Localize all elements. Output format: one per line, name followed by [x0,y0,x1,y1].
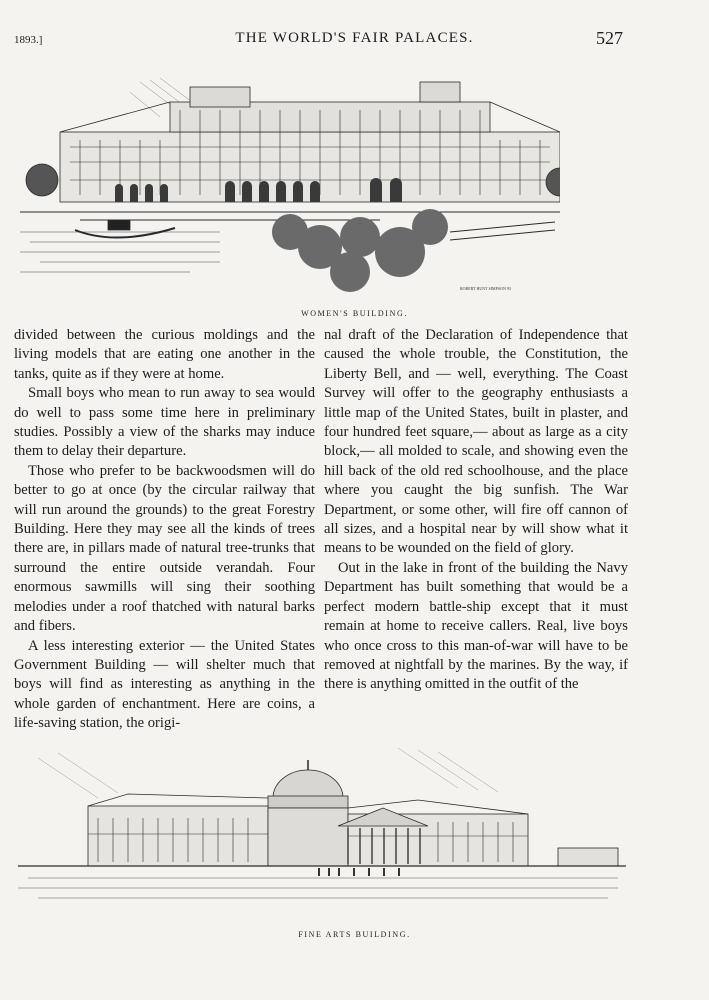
paragraph: Those who prefer to be backwoodsmen will do better to go at once (by the circular railway that will run around the grounds) to the great Forestry Building. Here they may see all the kinds of trees there are, in pillars made of natural tree-trunks that surround the entire outside verandah. Four enormous sawmills will sing their soothing melodies under a roof thatched with natural barks and fibers. [14,462,315,635]
paragraph: Small boys who mean to run away to sea would do well to pass some time here in preliminary studies. Possibly a view of the sharks may induce them to delay their departure. [14,385,315,460]
page-number: 527 [596,28,623,48]
paragraph: A less interesting exterior — the United States Government Building — will shelter much that boys will find as interesting as anything in the whole garden of enchantment. Here are coins, a life-saving station, the origi- [14,637,315,732]
womens-building-caption: WOMEN'S BUILDING. [301,309,408,318]
womens-building-engraving [20,62,560,302]
fine-arts-building-illustration [18,738,626,918]
womens-building-illustration [20,62,560,302]
artist-signature: ROBERT HUNT SIMPSON 93 [460,286,511,291]
header-title: THE WORLD'S FAIR PALACES. [235,30,474,46]
text-column-left [14,326,315,734]
fine-arts-building-caption: FINE ARTS BUILDING. [298,930,411,939]
paragraph: divided between the curious moldings and the living models that are eating one another in the tanks, quite as if they were at home. [14,327,315,382]
paragraph: nal draft of the Declaration of Independence that caused the whole trouble, the Constitution, the Liberty Bell, and — well, everything. The Coast Survey will offer to the geography enthusiasts a little map of the United States, built in plaster, and four hundred feet square,— about as large as a city block,— all molded to scale, and showing even the hill back of the old red schoolhouse, and the place where you caught the big sunfish. The War Department, or some other, will fire off cannon of all sizes, and a hospital near by will show what it means to be wounded on the field of glory. [324,327,628,557]
header-date: 1893.] [14,34,43,46]
fine-arts-building-engraving [18,738,626,918]
running-header [0,30,709,52]
paragraph: Out in the lake in front of the building the Navy Department has built something that would be a perfect modern battle-ship except that it must remain at home to receive callers. Real, live boys who once cross to this man-of-war will have to be removed at nightfall by the marines. By the way, if there is anything omitted in the outfit of the [324,559,628,693]
text-column-right [324,326,628,695]
